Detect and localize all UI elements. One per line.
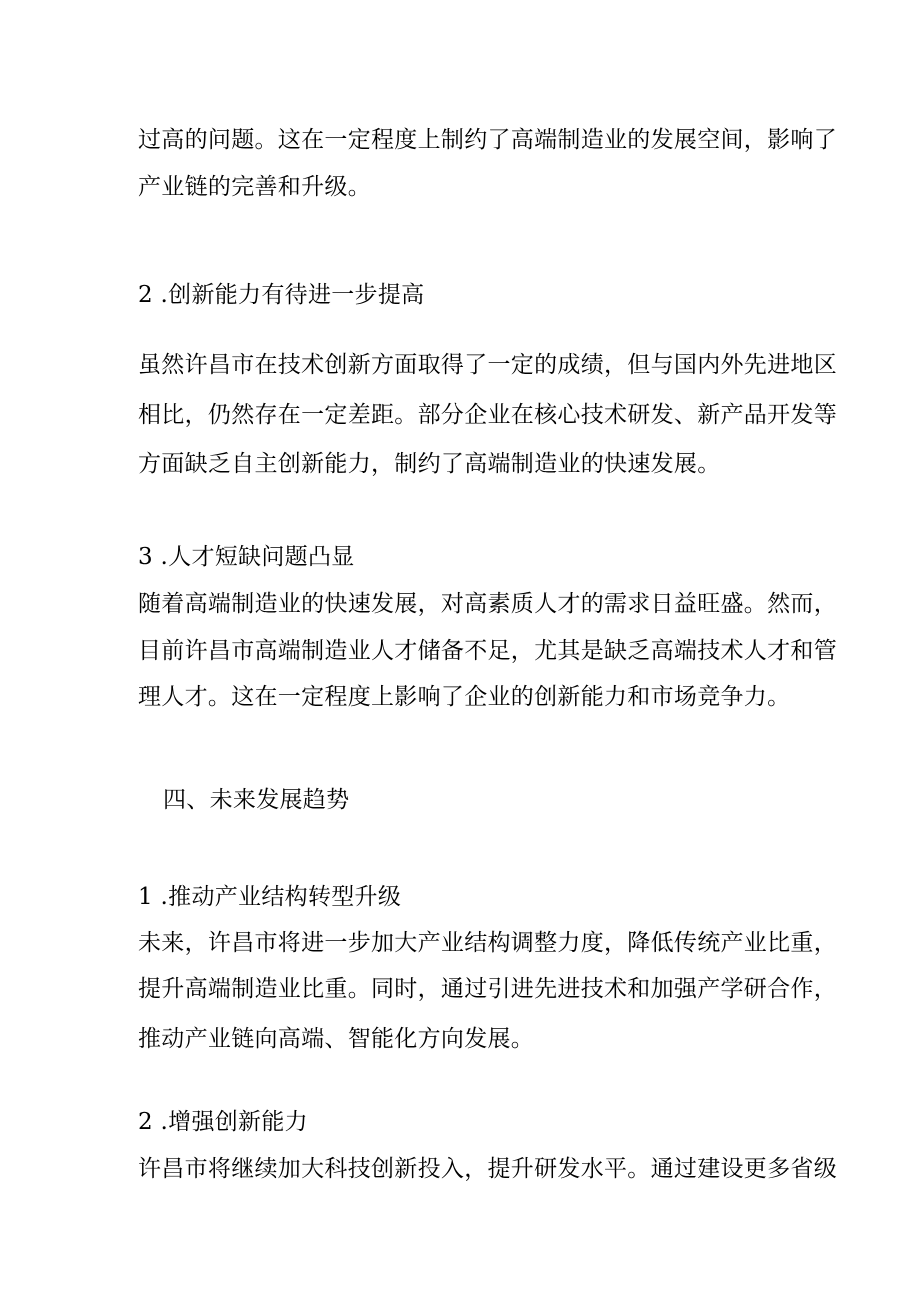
paragraph-2-line-3: 方面缺乏自主创新能力，制约了高端制造业的快速发展。: [138, 451, 721, 477]
paragraph-5-line-1: 许昌市将继续加大科技创新投入，提升研发水平。通过建设更多省级: [138, 1156, 837, 1182]
paragraph-4-line-3: 推动产业链向高端、智能化方向发展。: [138, 1026, 535, 1052]
paragraph-1-line-2: 产业链的完善和升级。: [138, 174, 371, 200]
paragraph-4-line-2: 提升高端制造业比重。同时，通过引进先进技术和加强产学研合作，: [138, 976, 837, 1002]
heading-4-1-structure: 1 .推动产业结构转型升级: [138, 884, 402, 910]
heading-4-2-innovation: 2 .增强创新能力: [138, 1109, 308, 1135]
paragraph-4-line-1: 未来，许昌市将进一步加大产业结构调整力度，降低传统产业比重，: [138, 930, 837, 956]
section-4-title: 四、未来发展趋势: [163, 787, 350, 813]
paragraph-3-line-1: 随着高端制造业的快速发展，对高素质人才的需求日益旺盛。然而，: [138, 591, 837, 617]
heading-2-innovation: 2 .创新能力有待进一步提高: [138, 282, 425, 308]
paragraph-2-line-2: 相比，仍然存在一定差距。部分企业在核心技术研发、新产品开发等: [138, 402, 837, 428]
paragraph-2-line-1: 虽然许昌市在技术创新方面取得了一定的成绩，但与国内外先进地区: [138, 352, 837, 378]
paragraph-3-line-2: 目前许昌市高端制造业人才储备不足，尤其是缺乏高端技术人才和管: [138, 638, 837, 664]
heading-3-talent: 3 .人才短缺问题凸显: [138, 544, 355, 570]
paragraph-3-line-3: 理人才。这在一定程度上影响了企业的创新能力和市场竞争力。: [138, 684, 791, 710]
paragraph-1-line-1: 过高的问题。这在一定程度上制约了高端制造业的发展空间，影响了: [138, 127, 837, 153]
